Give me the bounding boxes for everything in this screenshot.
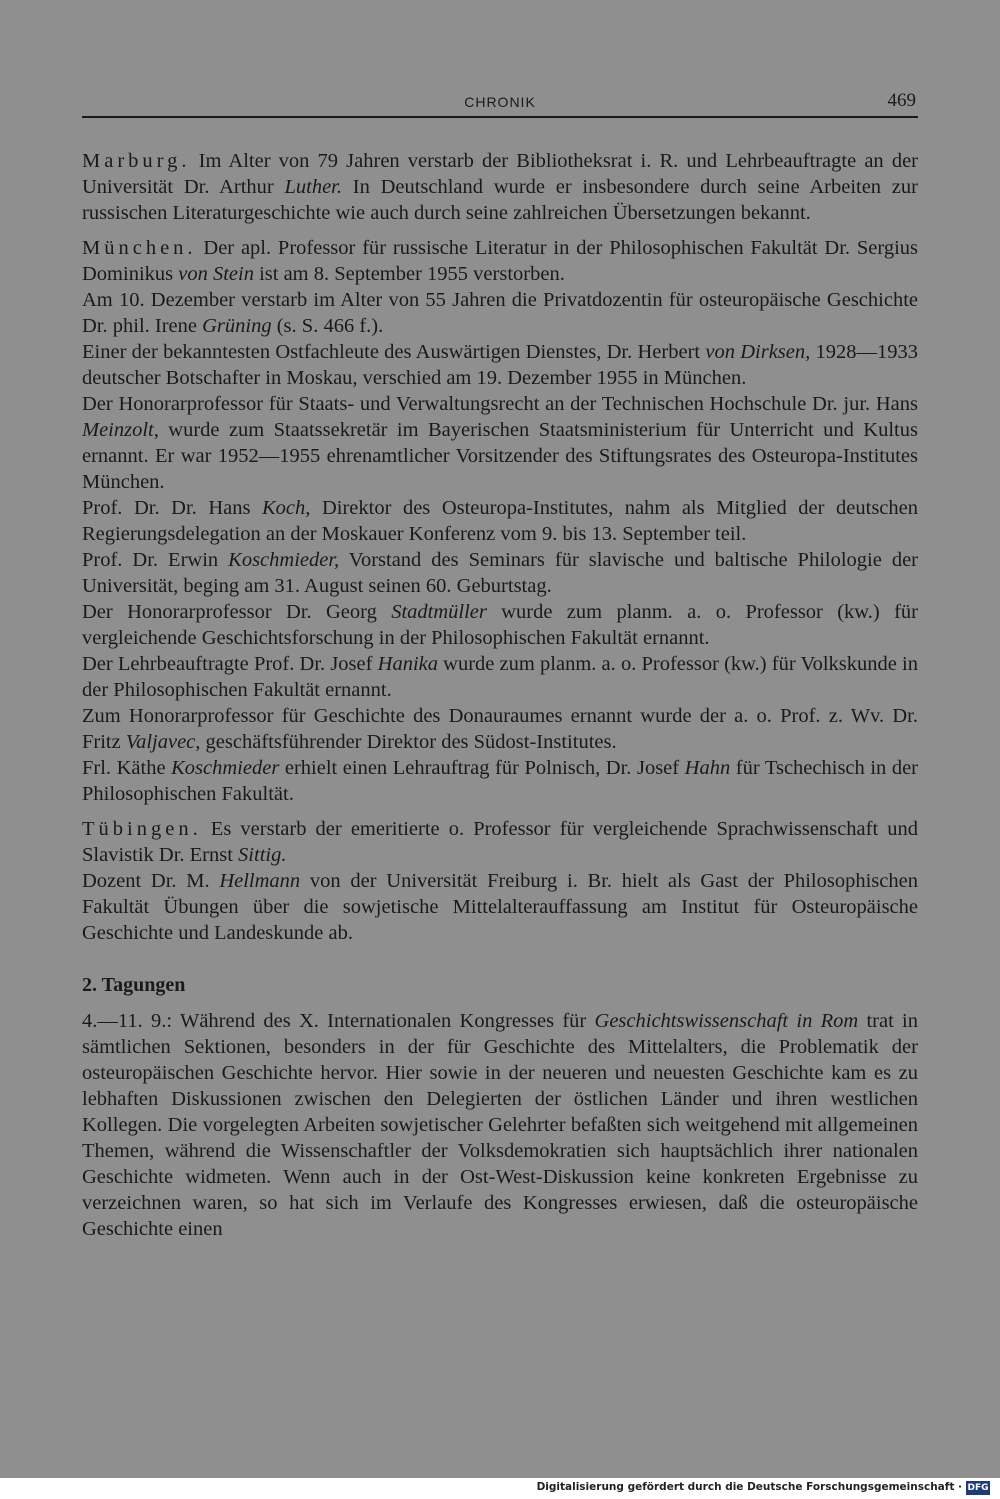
italic-name: von Stein <box>178 263 254 285</box>
text-run: Vorstand des Seminars für slavische und baltische Philologie der Universität, beging am 31. August seinen 60. Geburtstag. <box>82 549 918 597</box>
text-run: Zum Honorarprofessor für Geschichte des Donauraumes ernannt wurde der a. o. Prof. z. Wv. Dr. Fritz <box>82 705 918 753</box>
running-header <box>82 92 918 118</box>
page-number: 469 <box>887 90 916 111</box>
dfg-logo: DFG <box>967 1483 989 1493</box>
place-name: Marburg. <box>82 150 191 172</box>
paragraph <box>82 651 918 703</box>
text-run: Prof. Dr. Dr. Hans <box>82 497 262 519</box>
text-run: Dozent Dr. M. <box>82 870 220 892</box>
paragraph <box>82 495 918 547</box>
paragraph <box>82 816 918 868</box>
italic-name: Hellmann <box>219 870 301 892</box>
digitization-credit: Digitalisierung gefördert durch die Deutsche Forschungsgemeinschaft · <box>536 1481 962 1493</box>
text-run: 2. Tagungen <box>82 974 186 996</box>
italic-name: Hanika <box>377 653 438 675</box>
section-heading <box>82 972 918 998</box>
italic-name: Sittig. <box>238 844 287 866</box>
running-title: CHRONIK <box>464 94 536 110</box>
footer-bar <box>0 1478 1000 1499</box>
text-run: Direktor des Osteuropa-Institutes, nahm als Mitglied der deutschen Regierungsdelegation an der Moskauer Konferenz vom 9. bis 13. September teil. <box>82 497 918 545</box>
italic-name: Hahn <box>684 757 731 779</box>
italic-name: von Dirksen, <box>705 341 811 363</box>
text-run: wurde zum planm. a. o. Professor (kw.) für Volkskunde in der Philosophischen Fakultät ernannt. <box>82 653 918 701</box>
paragraph <box>82 287 918 339</box>
text-run: 1928—1933 deutscher Botschafter in Moskau, verschied am 19. Dezember 1955 in München. <box>82 341 919 389</box>
text-run: ist am 8. September 1955 verstorben. <box>253 263 565 285</box>
paragraph <box>82 339 918 391</box>
text-run: Der Lehrbeauftragte Prof. Dr. Josef <box>82 653 378 675</box>
text-run: Im Alter von 79 Jahren verstarb der Bibliotheksrat i. R. und Lehrbeauftragte an der Universität Dr. Arthur <box>82 150 918 198</box>
italic-name: Grüning <box>202 315 272 337</box>
text-run: geschäftsführender Direktor des Südost-Institutes. <box>200 731 617 753</box>
paragraph <box>82 1008 918 1242</box>
italic-name: Koschmieder, <box>228 549 340 571</box>
italic-name: Stadtmüller <box>391 601 487 623</box>
text-run: Prof. Dr. Erwin <box>82 549 229 571</box>
text-run: Der Honorarprofessor Dr. Georg <box>82 601 392 623</box>
paragraph <box>82 755 918 807</box>
italic-name: Luther. <box>284 176 342 198</box>
paragraph <box>82 148 918 226</box>
text-run: Einer der bekanntesten Ostfachleute des Auswärtigen Dienstes, Dr. Herbert <box>82 341 706 363</box>
text-run: trat in sämtlichen Sektionen, besonders in der für Geschichte des Mittelalters, die Problematik der osteuropäischen Geschichte hervor. Hier sowie in der neueren und neuesten Geschichte kam es zu lebhaften Diskussionen zwischen den Delegierten der östlichen Länder und ihren westlichen Kollegen. Die vorgelegten Arbeiten sowjetischer Gelehrter befaßten sich weitgehend mit allgemeinen Themen, während die Wissenschaftler der Volksdemokratien sich hauptsächlich ihrer nationalen Geschichte widmeten. Wenn auch in der Ost-West-Diskussion keine konkreten Ergebnisse zu verzeichnen waren, so hat sich im Verlaufe des Kongresses erwiesen, daß die osteuropäische Geschichte einen <box>82 1010 918 1240</box>
italic-name: Valjavec, <box>125 731 201 753</box>
text-run: Frl. Käthe <box>82 757 172 779</box>
italic-name: Koschmieder <box>171 757 280 779</box>
text-run: Der Honorarprofessor für Staats- und Verwaltungsrecht an der Technischen Hochschule Dr. jur. Hans <box>82 393 918 415</box>
text-run: wurde zum Staatssekretär im Bayerischen Staatsministerium für Unterricht und Kultus ernannt. Er war 1952—1955 ehrenamtlicher Vorsitzender des Stiftungsrates des Osteuropa-Institutes München. <box>82 419 918 493</box>
text-run: von der Universität Freiburg i. Br. hielt als Gast der Philosophischen Fakultät Übungen über die sowjetische Mittelalterauffassung am Institut für Osteuropäische Geschichte und Landeskunde ab. <box>82 870 918 944</box>
paragraph <box>82 599 918 651</box>
text-run: Am 10. Dezember verstarb im Alter von 55 Jahren die Privatdozentin für osteuropäische Geschichte Dr. phil. Irene <box>82 289 918 337</box>
text-run: Es verstarb der emeritierte o. Professor für vergleichende Sprachwissenschaft und Slavistik Dr. Ernst <box>82 818 918 866</box>
italic-name: Koch, <box>262 497 311 519</box>
italic-name: Meinzolt, <box>82 419 159 441</box>
text-run: 4.—11. 9.: Während des X. Internationalen Kongresses für <box>82 1010 595 1032</box>
paragraph <box>82 235 918 287</box>
paragraph <box>82 391 918 495</box>
text-run: Der apl. Professor für russische Literatur in der Philosophischen Fakultät Dr. Sergius Dominikus <box>82 237 918 285</box>
italic-name: Geschichtswissenschaft in Rom <box>594 1010 859 1032</box>
text-run: (s. S. 466 f.). <box>271 315 384 337</box>
text-run: für Tschechisch in der Philosophischen Fakultät. <box>82 757 919 805</box>
paragraph <box>82 703 918 755</box>
text-run: erhielt einen Lehrauftrag für Polnisch, Dr. Josef <box>279 757 685 779</box>
article-body <box>82 148 918 1242</box>
text-run: In Deutschland wurde er insbesondere durch seine Arbeiten zur russischen Literaturgeschichte wie auch durch seine zahlreichen Übersetzungen bekannt. <box>82 176 918 224</box>
paragraph <box>82 868 918 946</box>
text-run: wurde zum planm. a. o. Professor (kw.) für vergleichende Geschichtsforschung in der Philosophischen Fakultät ernannt. <box>82 601 918 649</box>
paragraph <box>82 547 918 599</box>
place-name: München. <box>82 237 197 259</box>
place-name: Tübingen. <box>82 818 202 840</box>
